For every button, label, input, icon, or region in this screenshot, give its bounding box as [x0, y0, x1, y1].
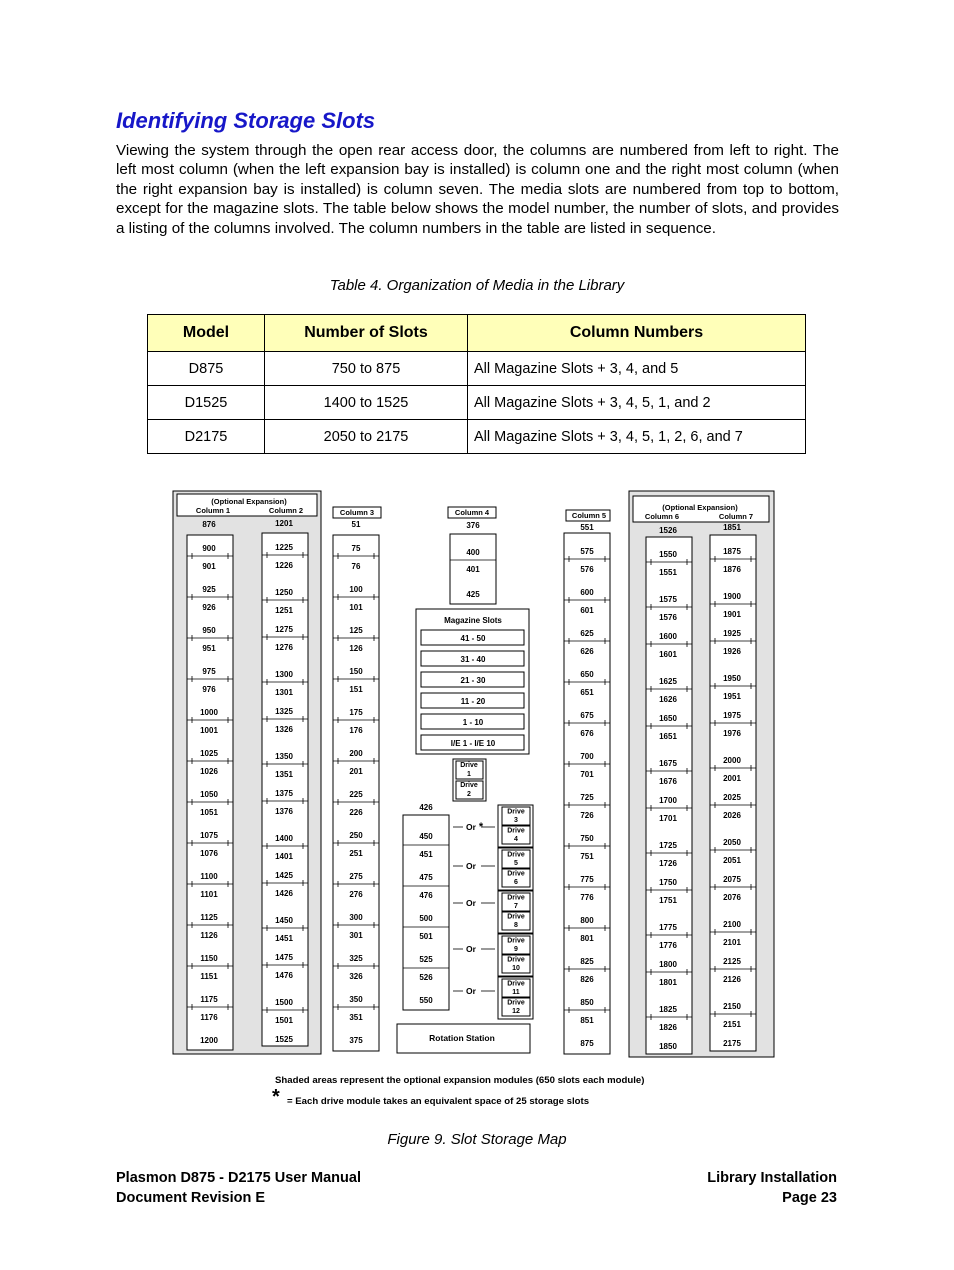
column-6-slot: 1700 [659, 796, 677, 805]
column-5-slot: 626 [580, 647, 594, 656]
column-5-slot: 800 [580, 916, 594, 925]
column-7-slot: 1900 [723, 592, 741, 601]
column-6-label: Column 6 [644, 512, 680, 521]
column-3-slot: 100 [349, 585, 363, 594]
column-1-slot: 1050 [200, 790, 218, 799]
column-2-slot: 1451 [275, 934, 293, 943]
left-expansion-label: (Optional Expansion) [211, 497, 287, 506]
column-4-label: Column 4 [454, 508, 490, 517]
note-shaded-areas: Shaded areas represent the optional expansion modules (650 slots each module) [275, 1075, 645, 1086]
column-1-slot: 1126 [200, 931, 218, 940]
drive-label: Drive [460, 782, 478, 789]
footer-right [707, 1169, 837, 1208]
column-6-slot: 1626 [659, 695, 677, 704]
column-3-slot: 126 [349, 644, 363, 653]
magazine-slot: 31 - 40 [460, 655, 486, 664]
column-2-slot: 1375 [275, 789, 293, 798]
drive-label: Drive [507, 827, 525, 835]
column-6-slot: 1775 [659, 923, 677, 932]
column-3-slot: 250 [349, 831, 363, 840]
column-3-slot: 326 [349, 972, 363, 981]
note-asterisk: * [272, 1086, 280, 1108]
column-7-slot: 2026 [723, 811, 741, 820]
column-7-slot: 2126 [723, 975, 741, 984]
cell-columns: All Magazine Slots + 3, 4, and 5 [468, 352, 806, 386]
column-7-slot: 1975 [723, 711, 741, 720]
column-1-slot: 1000 [200, 708, 218, 717]
column-2-slot: 1276 [275, 643, 293, 652]
or-label: Or [466, 861, 476, 871]
column-7-label: Column 7 [718, 512, 754, 521]
footer-revision: Document Revision E [116, 1189, 266, 1206]
column-4-slot: 526 [419, 973, 433, 982]
drive-number: 11 [512, 989, 520, 996]
column-7-slot: 2151 [723, 1020, 741, 1029]
cell-model: D2175 [148, 420, 265, 454]
column-5-first-slot: 551 [580, 523, 594, 532]
column-1-label: Column 1 [195, 506, 231, 515]
column-7-slot: 2051 [723, 856, 741, 865]
drive-label: Drive [507, 937, 525, 945]
column-6-slot: 1601 [659, 650, 677, 659]
header-model: Model [148, 315, 265, 352]
column-2-slot: 1251 [275, 606, 293, 615]
column-2-slot: 1301 [275, 688, 293, 697]
column-7-slot: 2075 [723, 875, 741, 884]
column-2-slot: 1401 [275, 852, 293, 861]
column-3-slot: 76 [351, 562, 361, 571]
column-6-first-slot: 1526 [659, 526, 677, 535]
column-3-slot: 251 [349, 849, 363, 858]
magazine-slot: 21 - 30 [460, 676, 486, 685]
column-7-slot: 2000 [723, 756, 741, 765]
cell-model: D1525 [148, 386, 265, 420]
column-7-slot: 2076 [723, 893, 741, 902]
column-1-first-slot: 876 [202, 520, 216, 529]
column-5-slot: 575 [580, 547, 594, 556]
column-6-slot: 1675 [659, 759, 677, 768]
note-drive-module: = Each drive module takes an equivalent space of 25 storage slots [287, 1096, 590, 1107]
column-5-slot: 875 [580, 1039, 594, 1048]
page-heading: Identifying Storage Slots [116, 108, 376, 133]
column-7-slot: 2150 [723, 1002, 741, 1011]
column-1-slot: 1175 [200, 995, 218, 1004]
column-6-slot: 1650 [659, 714, 677, 723]
column-3-slot: 226 [349, 808, 363, 817]
column-7-slot: 2101 [723, 938, 741, 947]
column-2-slot: 1326 [275, 725, 293, 734]
drive-label: Drive [507, 956, 525, 964]
column-1-slot: 976 [202, 685, 216, 694]
drive-label: Drive [507, 913, 525, 921]
column-3-slot: 351 [349, 1013, 363, 1022]
column-3-slot: 101 [349, 603, 363, 612]
drive-label: Drive [460, 762, 478, 769]
column-2-slot: 1250 [275, 588, 293, 597]
column-7-slot: 2125 [723, 957, 741, 966]
table-caption: Table 4. Organization of Media in the Library [329, 277, 625, 294]
column-7-first-slot: 1851 [723, 523, 741, 532]
column-3-slot: 300 [349, 913, 363, 922]
column-5-slot: 775 [580, 875, 594, 884]
cell-columns: All Magazine Slots + 3, 4, 5, 1, and 2 [468, 386, 806, 420]
column-7-slot: 1976 [723, 729, 741, 738]
column-4-slot: 451 [419, 850, 433, 859]
column-3-slot: 200 [349, 749, 363, 758]
intro-paragraph: Viewing the system through the open rear access door, the columns are numbered from left to right. The left most column (when the left expansion bay is installed) is column one and the right most column (when the right expansion bay is installed) is column seven. The media slots are numbered from top to bottom, except for the magazine slots. The table below shows the model number, the number of slots, and provides a listing of the columns involved. The column numbers in the table are listed in sequence. [116, 142, 839, 237]
magazine-title: Magazine Slots [444, 616, 502, 625]
column-1-slot: 1026 [200, 767, 218, 776]
column-3-slot: 150 [349, 667, 363, 676]
column-3-slot: 176 [349, 726, 363, 735]
column-3-slot: 350 [349, 995, 363, 1004]
column-2-slot: 1275 [275, 625, 293, 634]
drive-number: 1 [467, 771, 471, 778]
column-6-slot: 1576 [659, 613, 677, 622]
footer-manual-title: Plasmon D875 - D2175 User Manual [116, 1170, 361, 1186]
column-7-slot: 1926 [723, 647, 741, 656]
column-2-slot: 1225 [275, 543, 293, 552]
or-label: Or [466, 986, 476, 996]
column-4-slot: 450 [419, 832, 433, 841]
column-2-slot: 1425 [275, 871, 293, 880]
column-3-slot: 325 [349, 954, 363, 963]
column-2-slot: 1476 [275, 971, 293, 980]
column-2-slot: 1450 [275, 916, 293, 925]
column-6-slot: 1625 [659, 677, 677, 686]
column-4-first-slot: 376 [466, 521, 480, 530]
rotation-station-label: Rotation Station [429, 1033, 495, 1043]
column-7-slot: 1875 [723, 547, 741, 556]
column-2-slot: 1475 [275, 953, 293, 962]
magazine-slot: 1 - 10 [462, 718, 484, 727]
column-2-slot: 1501 [275, 1016, 293, 1025]
column-5-slot: 726 [580, 811, 594, 820]
drive-number: 9 [514, 946, 518, 953]
column-4-slot: 550 [419, 996, 433, 1005]
cell-columns: All Magazine Slots + 3, 4, 5, 1, 2, 6, and 7 [468, 420, 806, 454]
column-3-slot: 225 [349, 790, 363, 799]
column-6-slot: 1651 [659, 732, 677, 741]
column-6-slot: 1750 [659, 878, 677, 887]
column-5-slot: 601 [580, 606, 594, 615]
column-5-slot: 576 [580, 565, 594, 574]
column-1-slot: 951 [202, 644, 216, 653]
column-5-slot: 776 [580, 893, 594, 902]
column-2-slot: 1525 [275, 1035, 293, 1044]
column-1-slot: 1100 [200, 872, 218, 881]
column-2-label: Column 2 [268, 506, 304, 515]
column-3-slot: 175 [349, 708, 363, 717]
drive-asterisk: * [478, 821, 484, 833]
column-1-slot: 1001 [200, 726, 218, 735]
column-6-slot: 1676 [659, 777, 677, 786]
column-6-slot: 1825 [659, 1005, 677, 1014]
column-4-slot: 401 [466, 565, 480, 574]
column-4-slot: 525 [419, 955, 433, 964]
column-2-slot: 1376 [275, 807, 293, 816]
column-6-slot: 1826 [659, 1023, 677, 1032]
cell-slots: 750 to 875 [265, 352, 468, 386]
column-3-slot: 125 [349, 626, 363, 635]
drive-number: 3 [514, 817, 518, 824]
magazine-slot: I/E 1 - I/E 10 [450, 739, 496, 748]
column-6-slot: 1600 [659, 632, 677, 641]
column-5-slot: 675 [580, 711, 594, 720]
column-5-slot: 751 [580, 852, 594, 861]
right-expansion-label: (Optional Expansion) [662, 503, 738, 512]
column-4-slot: 425 [466, 590, 480, 599]
column-6-slot: 1701 [659, 814, 677, 823]
column-2-slot: 1350 [275, 752, 293, 761]
column-5-label: Column 5 [571, 511, 607, 520]
column-6-slot: 1551 [659, 568, 677, 577]
column-5-slot: 676 [580, 729, 594, 738]
column-3-slot: 275 [349, 872, 363, 881]
drive-number: 2 [467, 791, 471, 798]
column-5-slot: 801 [580, 934, 594, 943]
column-1-slot: 950 [202, 626, 216, 635]
column-3-slot: 276 [349, 890, 363, 899]
column-7-slot: 2100 [723, 920, 741, 929]
column-5-slot: 851 [580, 1016, 594, 1025]
drive-number: 5 [514, 860, 518, 867]
column-7-slot: 2050 [723, 838, 741, 847]
column-1-slot: 926 [202, 603, 216, 612]
column-5-slot: 650 [580, 670, 594, 679]
header-slots: Number of Slots [265, 315, 468, 352]
column-3-slot: 151 [349, 685, 363, 694]
drive-label: Drive [507, 894, 525, 902]
column-6-slot: 1725 [659, 841, 677, 850]
column-7-slot: 2025 [723, 793, 741, 802]
column-4-slot: 476 [419, 891, 433, 900]
drive-number: 10 [512, 965, 520, 972]
or-label: Or [466, 898, 476, 908]
column-2-first-slot: 1201 [275, 519, 293, 528]
cell-model: D875 [148, 352, 265, 386]
column-4-slot: 475 [419, 873, 433, 882]
column-1-slot: 900 [202, 544, 216, 553]
column-1-slot: 1101 [200, 890, 218, 899]
column-5-slot: 701 [580, 770, 594, 779]
column-1-slot: 1151 [200, 972, 218, 981]
column-5-slot: 850 [580, 998, 594, 1007]
magazine-slot: 41 - 50 [460, 634, 486, 643]
column-2-slot: 1400 [275, 834, 293, 843]
column-5-slot: 825 [580, 957, 594, 966]
column-6-slot: 1575 [659, 595, 677, 604]
column-2-slot: 1500 [275, 998, 293, 1007]
column-1-slot: 1150 [200, 954, 218, 963]
drive-label: Drive [507, 851, 525, 859]
column-1-slot: 1125 [200, 913, 218, 922]
column-3-slot: 375 [349, 1036, 363, 1045]
column-6-slot: 1726 [659, 859, 677, 868]
column-1-slot: 1051 [200, 808, 218, 817]
column-2-slot: 1226 [275, 561, 293, 570]
column-4-slot: 501 [419, 932, 433, 941]
column-1-slot: 1200 [200, 1036, 218, 1045]
column-5-slot: 750 [580, 834, 594, 843]
column-7-slot: 2175 [723, 1039, 741, 1048]
drive-number: 6 [514, 879, 518, 886]
drive-label: Drive [507, 999, 525, 1007]
or-label: Or [466, 822, 476, 832]
column-3-first-slot: 51 [351, 520, 361, 529]
column-5-slot: 700 [580, 752, 594, 761]
column-4-slot: 426 [419, 803, 433, 812]
column-3-label: Column 3 [339, 508, 375, 517]
header-columns: Column Numbers [468, 315, 806, 352]
drive-label: Drive [507, 980, 525, 988]
column-7-slot: 1951 [723, 692, 741, 701]
column-7-slot: 1950 [723, 674, 741, 683]
drive-number: 12 [512, 1008, 520, 1015]
column-4-slot: 400 [466, 548, 480, 557]
cell-slots: 1400 to 1525 [265, 386, 468, 420]
drive-number: 8 [514, 922, 518, 929]
column-7-slot: 1876 [723, 565, 741, 574]
column-5-slot: 826 [580, 975, 594, 984]
figure-caption: Figure 9. Slot Storage Map [387, 1131, 567, 1148]
column-6-slot: 1801 [659, 978, 677, 987]
column-3-slot: 301 [349, 931, 363, 940]
footer-left [116, 1169, 361, 1208]
column-7-slot: 1901 [723, 610, 741, 619]
column-2-slot: 1351 [275, 770, 293, 779]
column-7-slot: 1925 [723, 629, 741, 638]
magazine-slot: 11 - 20 [460, 697, 486, 706]
column-7-slot: 2001 [723, 774, 741, 783]
column-6-slot: 1800 [659, 960, 677, 969]
drive-number: 7 [514, 903, 518, 910]
footer-page-number: Page 23 [782, 1189, 837, 1206]
drive-label: Drive [507, 808, 525, 816]
column-5-slot: 651 [580, 688, 594, 697]
column-6-slot: 1751 [659, 896, 677, 905]
column-1-slot: 901 [202, 562, 216, 571]
column-5-slot: 625 [580, 629, 594, 638]
column-1-slot: 1076 [200, 849, 218, 858]
column-6-slot: 1776 [659, 941, 677, 950]
footer-section: Library Installation [707, 1170, 837, 1186]
column-2-slot: 1426 [275, 889, 293, 898]
column-3-slot: 75 [351, 544, 361, 553]
cell-slots: 2050 to 2175 [265, 420, 468, 454]
column-6-slot: 1850 [659, 1042, 677, 1051]
column-2-slot: 1300 [275, 670, 293, 679]
column-4-slot: 500 [419, 914, 433, 923]
drive-number: 4 [514, 836, 518, 843]
column-1-slot: 975 [202, 667, 216, 676]
column-1-slot: 925 [202, 585, 216, 594]
column-5-slot: 600 [580, 588, 594, 597]
column-1-slot: 1075 [200, 831, 218, 840]
column-1-slot: 1025 [200, 749, 218, 758]
drive-label: Drive [507, 870, 525, 878]
or-label: Or [466, 944, 476, 954]
column-2-slot: 1325 [275, 707, 293, 716]
column-6-slot: 1550 [659, 550, 677, 559]
column-3-slot: 201 [349, 767, 363, 776]
column-5-slot: 725 [580, 793, 594, 802]
column-1-slot: 1176 [200, 1013, 218, 1022]
